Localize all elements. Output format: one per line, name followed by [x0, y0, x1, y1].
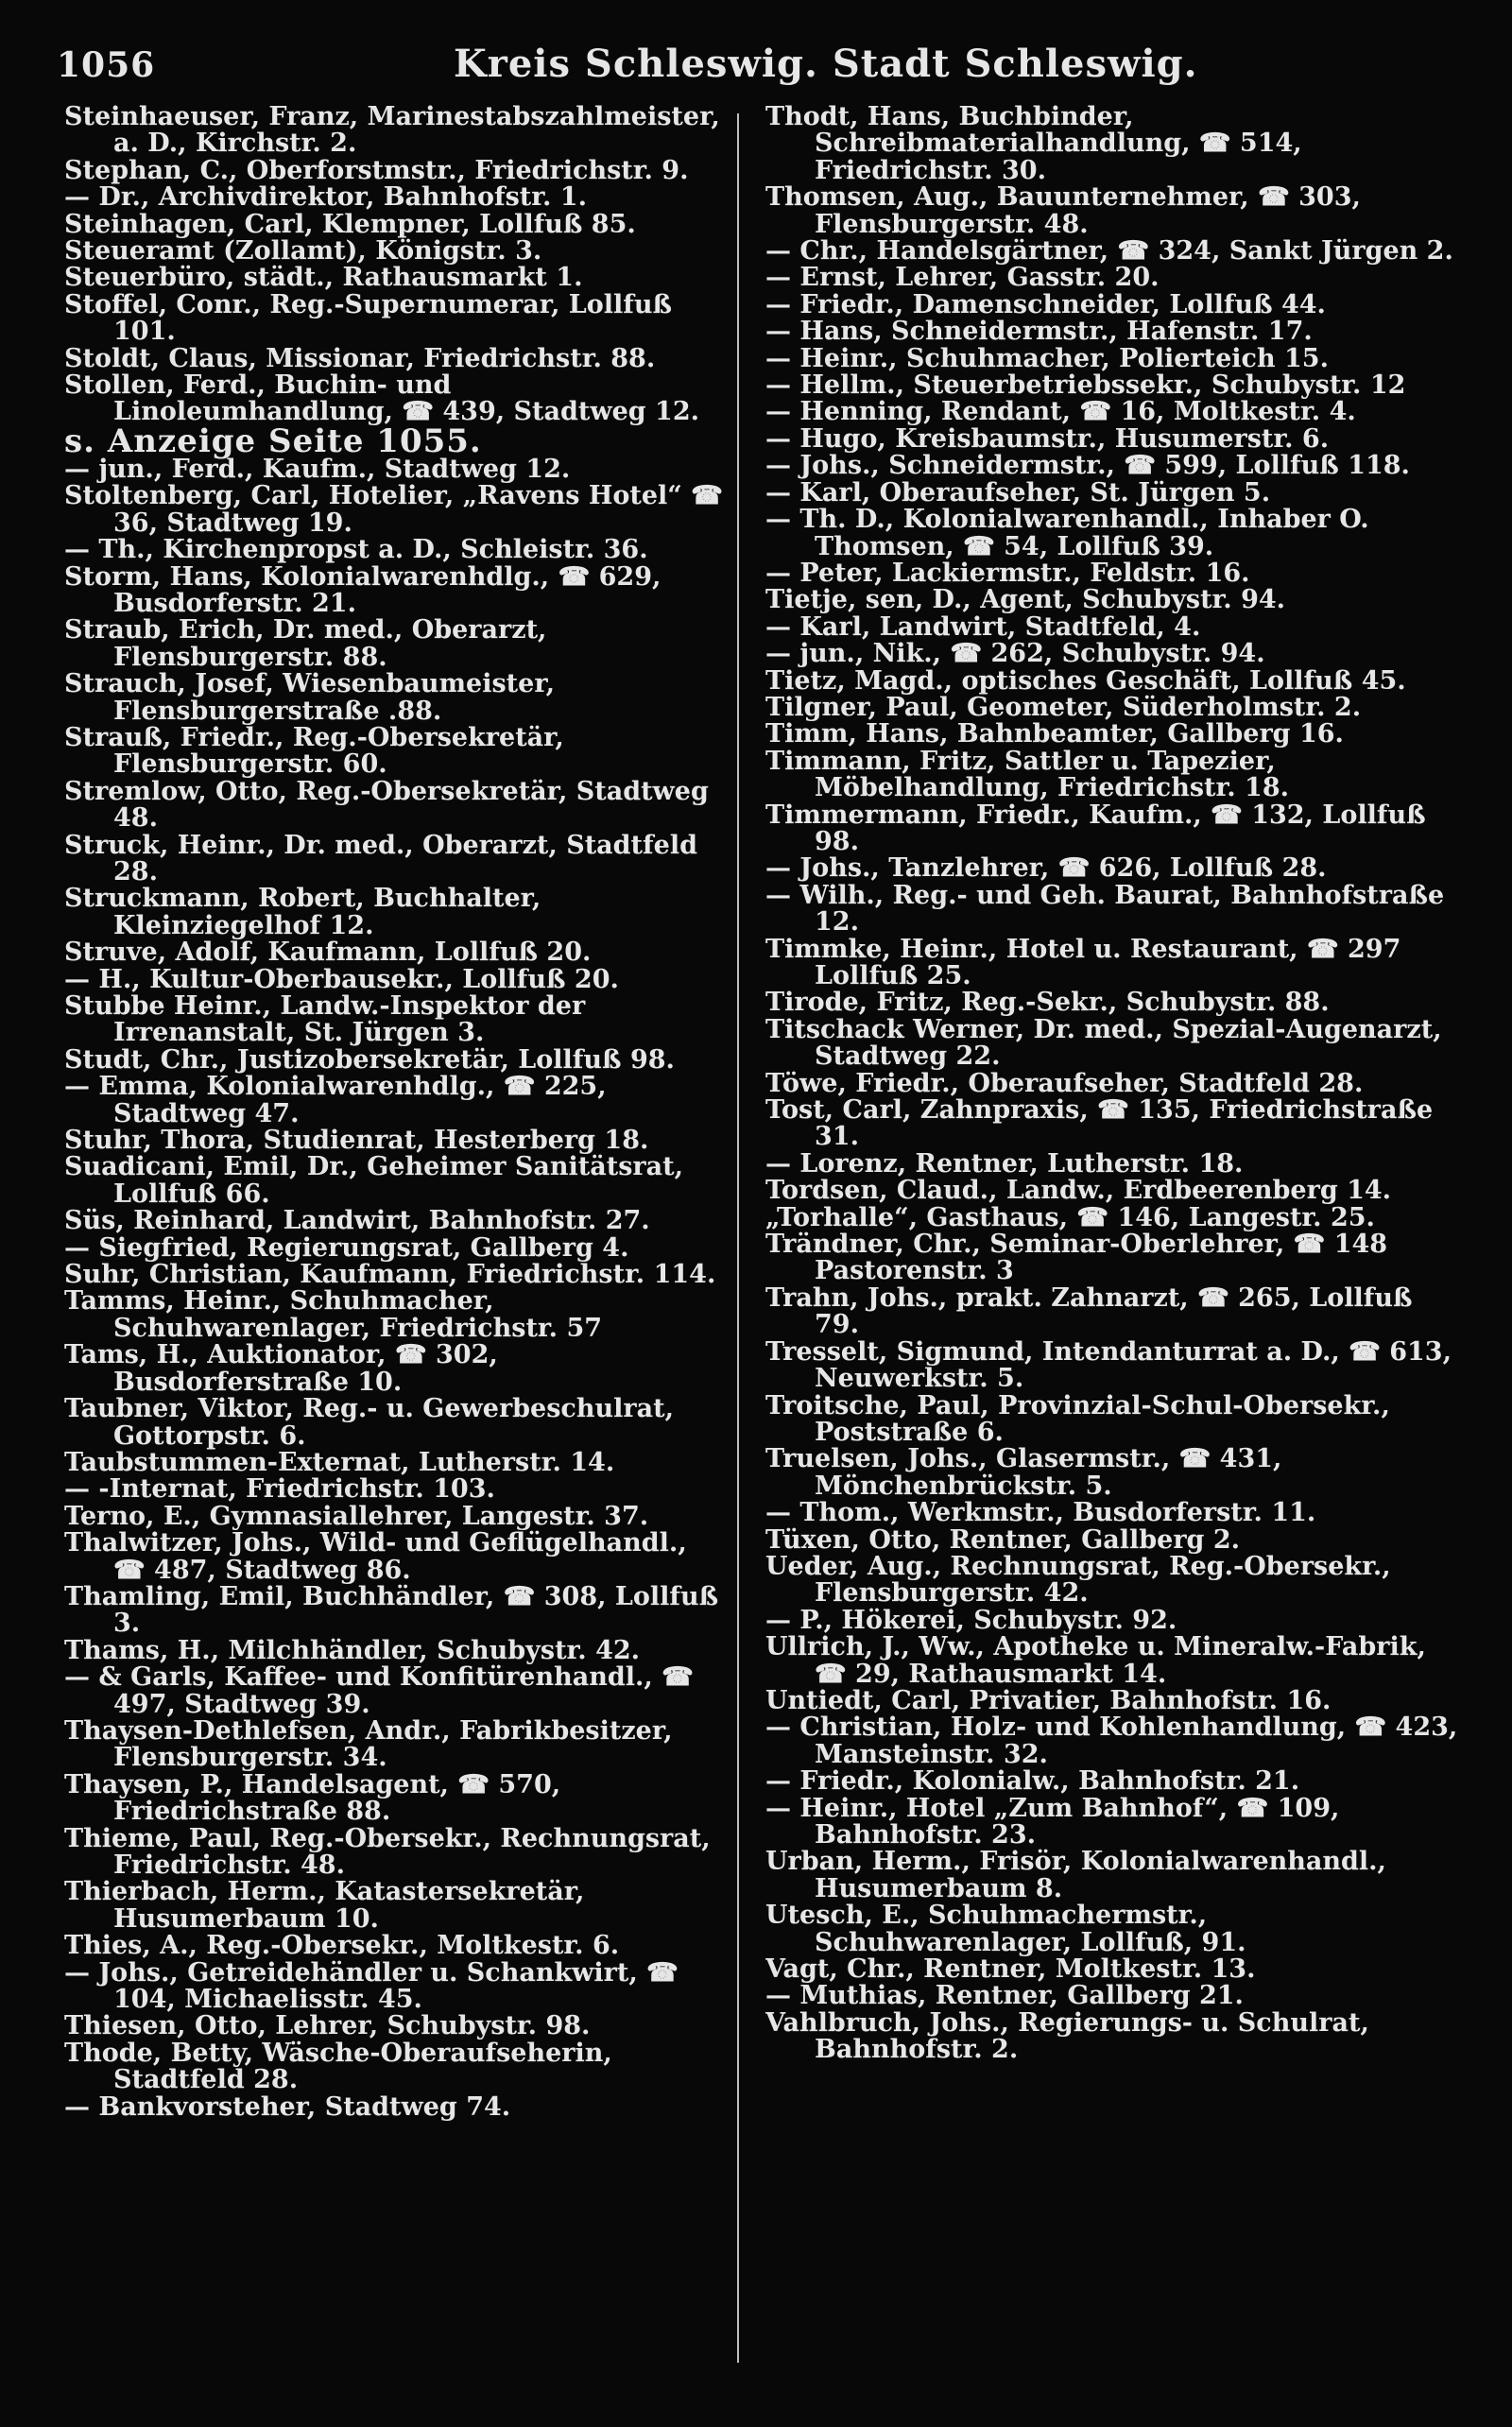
- directory-entry: — & Garls, Kaffee- und Konfitürenhandl., ☎ 497, Stadtweg 39.: [64, 1662, 694, 1719]
- directory-entry: — Chr., Handelsgärtner, ☎ 324, Sankt Jürgen 2.: [765, 236, 1453, 267]
- directory-entry: Stoldt, Claus, Missionar, Friedrichstr. 88.: [64, 343, 656, 373]
- directory-entry: Thamling, Emil, Buchhändler, ☎ 308, Lollfuß 3.: [64, 1581, 719, 1639]
- directory-entry: Thierbach, Herm., Katastersekretär, Husumerbaum 10.: [64, 1877, 585, 1934]
- directory-entry: Thaysen-Dethlefsen, Andr., Fabrikbesitzer, Flensburgerstr. 34.: [64, 1715, 673, 1773]
- directory-entry: — Johs., Tanzlehrer, ☎ 626, Lollfuß 28.: [765, 853, 1327, 884]
- directory-entry: Thies, A., Reg.-Obersekr., Moltkestr. 6.: [64, 1931, 620, 1961]
- directory-entry: — -Internat, Friedrichstr. 103.: [64, 1474, 495, 1505]
- directory-entry: Vagt, Chr., Rentner, Moltkestr. 13.: [765, 1954, 1256, 1985]
- directory-entry: — Friedr., Kolonialw., Bahnhofstr. 21.: [765, 1766, 1300, 1797]
- directory-entry: Struck, Heinr., Dr. med., Oberarzt, Stadtfeld 28.: [64, 830, 697, 886]
- directory-entry: — Wilh., Reg.- und Geh. Baurat, Bahnhofstraße 12.: [765, 880, 1445, 938]
- directory-entry: — Peter, Lackiermstr., Feldstr. 16.: [765, 558, 1250, 588]
- directory-entry: Tilgner, Paul, Geometer, Süderholmstr. 2.: [765, 692, 1362, 722]
- directory-entry: Trändner, Chr., Seminar-Oberlehrer, ☎ 148 Pastorenstr. 3: [765, 1230, 1388, 1286]
- directory-entry: Studt, Chr., Justizobersekretär, Lollfuß 98.: [64, 1044, 675, 1075]
- page-number: 1056: [57, 45, 156, 85]
- directory-entry: — Hugo, Kreisbaumstr., Husumerstr. 6.: [765, 423, 1330, 454]
- directory-entry: — Dr., Archivdirektor, Bahnhofstr. 1.: [64, 182, 587, 213]
- directory-entry: Tüxen, Otto, Rentner, Gallberg 2.: [765, 1524, 1241, 1555]
- directory-entry: Suadicani, Emil, Dr., Geheimer Sanitätsrat, Lollfuß 66.: [64, 1152, 683, 1209]
- directory-entry: Untiedt, Carl, Privatier, Bahnhofstr. 16.: [765, 1685, 1332, 1715]
- directory-entry: — Lorenz, Rentner, Lutherstr. 18.: [765, 1148, 1244, 1179]
- directory-entry: Thaysen, P., Handelsagent, ☎ 570, Friedrichstraße 88.: [64, 1769, 561, 1827]
- directory-entry: — Heinr., Schuhmacher, Polierteich 15.: [765, 343, 1329, 373]
- directory-entry: Suhr, Christian, Kaufmann, Friedrichstr. 114.: [64, 1260, 716, 1290]
- directory-entry: „Torhalle“, Gasthaus, ☎ 146, Langestr. 25.: [765, 1202, 1375, 1232]
- directory-entry: — jun., Ferd., Kaufm., Stadtweg 12.: [64, 454, 571, 484]
- directory-entry: Timmermann, Friedr., Kaufm., ☎ 132, Lollfuß 98.: [765, 800, 1426, 856]
- directory-entry: — Emma, Kolonialwarenhdlg., ☎ 225, Stadtweg 47.: [64, 1072, 607, 1128]
- directory-entry: Straub, Erich, Dr. med., Oberarzt, Flensburgerstr. 88.: [64, 615, 547, 672]
- directory-entry: — Johs., Getreidehändler u. Schankwirt, ☎ 104, Michaelisstr. 45.: [64, 1957, 679, 2015]
- directory-entry: Tietz, Magd., optisches Geschäft, Lollfuß 45.: [765, 665, 1406, 696]
- directory-entry: Vahlbruch, Johs., Regierungs- u. Schulrat, Bahnhofstr. 2.: [765, 2007, 1369, 2065]
- directory-entry: Utesch, E., Schuhmachermstr., Schuhwarenlager, Lollfuß, 91.: [765, 1901, 1246, 1957]
- directory-entry: Stuhr, Thora, Studienrat, Hesterberg 18.: [64, 1126, 649, 1156]
- directory-entry: — Heinr., Hotel „Zum Bahnhof“, ☎ 109, Bahnhofstr. 23.: [765, 1793, 1340, 1850]
- directory-entry: Storm, Hans, Kolonialwarenhdlg., ☎ 629, Busdorferstr. 21.: [64, 561, 662, 618]
- directory-entry: — Christian, Holz- und Kohlenhandlung, ☎ 423, Mansteinstr. 32.: [765, 1713, 1458, 1769]
- directory-entry: Steinhagen, Carl, Klempner, Lollfuß 85.: [64, 209, 636, 239]
- directory-entry: — Hans, Schneidermstr., Hafenstr. 17.: [765, 317, 1313, 347]
- directory-entry: Tost, Carl, Zahnpraxis, ☎ 135, Friedrichstraße 31.: [765, 1095, 1434, 1152]
- directory-entry: Stubbe Heinr., Landw.-Inspektor der Irrenanstalt, St. Jürgen 3.: [64, 991, 586, 1048]
- directory-entry: Tietje, sen, D., Agent, Schubystr. 94.: [765, 585, 1286, 615]
- directory-entry: — Johs., Schneidermstr., ☎ 599, Lollfuß 118.: [765, 451, 1410, 481]
- directory-entry: Töwe, Friedr., Oberaufseher, Stadtfeld 28.: [765, 1068, 1364, 1098]
- directory-entry: Tresselt, Sigmund, Intendanturrat a. D., ☎ 613, Neuwerkstr. 5.: [765, 1336, 1452, 1394]
- directory-entry: Stremlow, Otto, Reg.-Obersekretär, Stadtweg 48.: [64, 776, 709, 834]
- directory-entry: Titschack Werner, Dr. med., Spezial-Augenarzt, Stadtweg 22.: [765, 1014, 1442, 1072]
- left-column: [64, 104, 726, 2410]
- directory-entry: Truelsen, Johs., Glasermstr., ☎ 431, Mönchenbrückstr. 5.: [765, 1444, 1282, 1501]
- directory-entry: Stoltenberg, Carl, Hotelier, „Ravens Hotel“ ☎ 36, Stadtweg 19.: [64, 481, 723, 538]
- directory-entry: — Ernst, Lehrer, Gasstr. 20.: [765, 263, 1160, 293]
- directory-entry: Struve, Adolf, Kaufmann, Lollfuß 20.: [64, 938, 592, 968]
- directory-entry: Süs, Reinhard, Landwirt, Bahnhofstr. 27.: [64, 1206, 650, 1236]
- directory-entry: Taubner, Viktor, Reg.- u. Gewerbeschulrat, Gottorpstr. 6.: [64, 1394, 674, 1451]
- directory-entry: — Th., Kirchenpropst a. D., Schleistr. 36.: [64, 535, 648, 565]
- directory-entry: — Siegfried, Regierungsrat, Gallberg 4.: [64, 1232, 629, 1263]
- directory-entry: Stoffel, Conr., Reg.-Supernumerar, Lollfuß 101.: [64, 289, 673, 347]
- directory-entry: — Th. D., Kolonialwarenhandl., Inhaber O. Thomsen, ☎ 54, Lollfuß 39.: [765, 505, 1369, 561]
- directory-entry: s. Anzeige Seite 1055.: [64, 422, 482, 460]
- directory-entry: Ueder, Aug., Rechnungsrat, Reg.-Obersekr., Flensburgerstr. 42.: [765, 1551, 1391, 1609]
- directory-entry: Urban, Herm., Frisör, Kolonialwarenhandl., Husumerbaum 8.: [765, 1847, 1386, 1903]
- directory-entry: Terno, E., Gymnasiallehrer, Langestr. 37.: [64, 1501, 649, 1531]
- directory-entry: Timmann, Fritz, Sattler u. Tapezier, Möbelhandlung, Friedrichstr. 18.: [765, 746, 1290, 803]
- page-header: [0, 38, 1512, 95]
- directory-entry: Timmke, Heinr., Hotel u. Restaurant, ☎ 297 Lollfuß 25.: [765, 934, 1401, 990]
- directory-entry: — Karl, Landwirt, Stadtfeld, 4.: [765, 611, 1201, 642]
- directory-entry: Tordsen, Claud., Landw., Erdbeerenberg 14.: [765, 1176, 1392, 1206]
- column-divider: [737, 113, 739, 2363]
- directory-entry: Ullrich, J., Ww., Apotheke u. Mineralw.-Fabrik, ☎ 29, Rathausmarkt 14.: [765, 1632, 1426, 1689]
- directory-entry: Timm, Hans, Bahnbeamter, Gallberg 16.: [765, 719, 1344, 749]
- directory-entry: Thieme, Paul, Reg.-Obersekr., Rechnungsrat, Friedrichstr. 48.: [64, 1823, 711, 1880]
- directory-entry: Steuerbüro, städt., Rathausmarkt 1.: [64, 263, 583, 293]
- directory-entry: Tams, H., Auktionator, ☎ 302, Busdorferstraße 10.: [64, 1340, 498, 1397]
- directory-entry: Thalwitzer, Johs., Wild- und Geflügelhandl., ☎ 487, Stadtweg 86.: [64, 1528, 687, 1585]
- directory-entry: — P., Hökerei, Schubystr. 92.: [765, 1605, 1177, 1635]
- page-title: Kreis Schleswig. Stadt Schleswig.: [454, 42, 1198, 86]
- directory-entry: Stephan, C., Oberforstmstr., Friedrichstr. 9.: [64, 155, 689, 185]
- directory-entry: Taubstummen-Externat, Lutherstr. 14.: [64, 1447, 615, 1477]
- directory-entry: Strauß, Friedr., Reg.-Obersekretär, Flensburgerstr. 60.: [64, 722, 564, 780]
- directory-entry: Stollen, Ferd., Buchin- und Linoleumhandlung, ☎ 439, Stadtweg 12.: [64, 370, 700, 427]
- directory-entry: Trahn, Johs., prakt. Zahnarzt, ☎ 265, Lollfuß 79.: [765, 1282, 1413, 1340]
- directory-entry: Tamms, Heinr., Schuhmacher, Schuhwarenlager, Friedrichstr. 57: [64, 1286, 603, 1343]
- directory-entry: — Karl, Oberaufseher, St. Jürgen 5.: [765, 477, 1271, 508]
- directory-entry: Thiesen, Otto, Lehrer, Schubystr. 98.: [64, 2011, 591, 2041]
- directory-entry: — Thom., Werkmstr., Busdorferstr. 11.: [765, 1498, 1316, 1528]
- directory-entry: — Hellm., Steuerbetriebssekr., Schubystr. 12: [765, 370, 1406, 401]
- directory-entry: — jun., Nik., ☎ 262, Schubystr. 94.: [765, 639, 1265, 669]
- directory-entry: — Bankvorsteher, Stadtweg 74.: [64, 2091, 511, 2122]
- directory-entry: Struckmann, Robert, Buchhalter, Kleinziegelhof 12.: [64, 884, 541, 940]
- directory-entry: — Friedr., Damenschneider, Lollfuß 44.: [765, 289, 1326, 319]
- directory-entry: Thomsen, Aug., Bauunternehmer, ☎ 303, Flensburgerstr. 48.: [765, 182, 1361, 239]
- directory-entry: — Henning, Rendant, ☎ 16, Moltkestr. 4.: [765, 397, 1356, 427]
- directory-entry: Thodt, Hans, Buchbinder, Schreibmaterialhandlung, ☎ 514, Friedrichstr. 30.: [765, 104, 1302, 185]
- directory-entry: Steueramt (Zollamt), Königstr. 3.: [64, 236, 542, 267]
- directory-entry: Thode, Betty, Wäsche-Oberaufseherin, Stadtfeld 28.: [64, 2038, 612, 2095]
- right-column: [765, 104, 1465, 2410]
- directory-entry: — H., Kultur-Oberbausekr., Lollfuß 20.: [64, 964, 619, 994]
- directory-entry: Tirode, Fritz, Reg.-Sekr., Schubystr. 88.: [765, 988, 1330, 1018]
- directory-entry: Troitsche, Paul, Provinzial-Schul-Obersekr., Poststraße 6.: [765, 1390, 1390, 1447]
- directory-entry: Strauch, Josef, Wiesenbaumeister, Flensburgerstraße .88.: [64, 669, 555, 726]
- directory-entry: — Muthias, Rentner, Gallberg 21.: [765, 1981, 1244, 2011]
- directory-entry: Thams, H., Milchhändler, Schubystr. 42.: [64, 1635, 641, 1665]
- directory-entry: Steinhaeuser, Franz, Marinestabszahlmeister, a. D., Kirchstr. 2.: [64, 104, 720, 159]
